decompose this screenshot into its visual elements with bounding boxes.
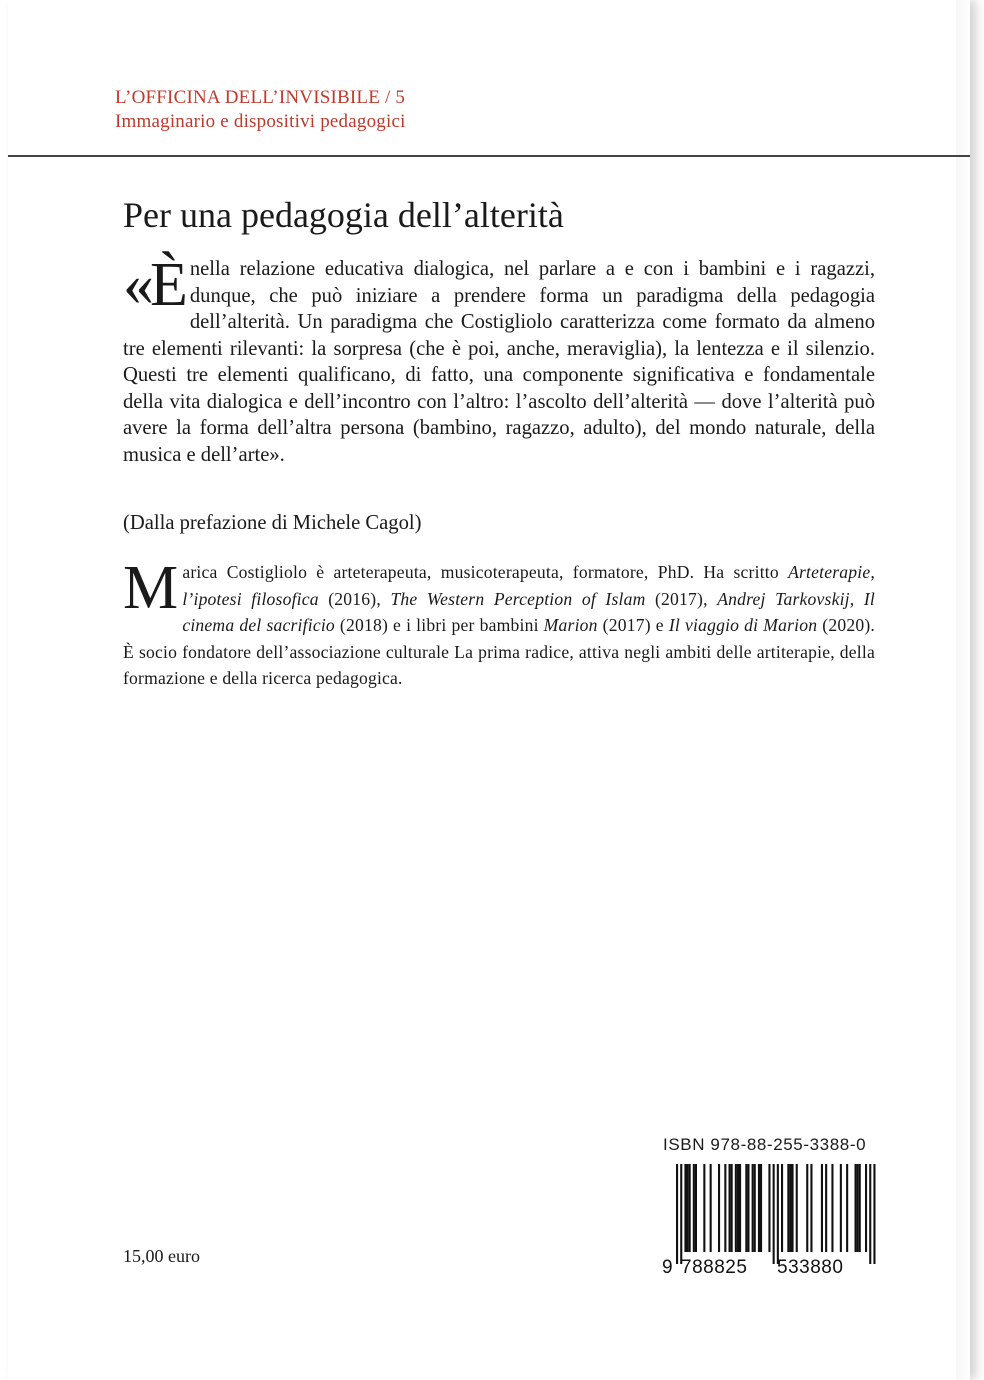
bio-text-6: (2020). È socio fondatore dell’associazione culturale La prima radice, attiva negli ambiti delle artiterapie, della formazione e della ricerca pedagogica. [123, 615, 875, 688]
author-bio [123, 554, 875, 692]
barcode-bar [689, 1164, 691, 1252]
quote-text: nella relazione educativa dialogica, nel parlare a e con i bambini e i ragazzi, dunque, che può iniziare a prendere forma un paradigma della pedagogia dell’alterità. Un paradigma che Costigliolo caratterizza come formato da almeno tre elementi rilevanti: la sorpresa (che è poi, anche, meraviglia), la lentezza e il silenzio. Questi tre elementi qualificano, di fatto, una componente significativa e fondamentale della vita dialogica e dell’incontro con l’altro: l’ascolto dell’alterità — dove l’alterità può avere la forma dell’altra persona (bambino, ragazzo, adulto), del mondo naturale, della musica e dell’arte». [123, 258, 875, 466]
bio-text-3: (2017), [645, 588, 718, 609]
barcode-bar [855, 1164, 857, 1252]
barcode-bar [840, 1164, 842, 1252]
barcode-digit-lead: 9 [662, 1257, 673, 1276]
barcode-bars [676, 1164, 876, 1264]
barcode-bar [831, 1164, 833, 1252]
barcode-bar [687, 1164, 689, 1252]
barcode-bar [693, 1164, 695, 1252]
barcode-bar [857, 1164, 859, 1252]
barcode-digits-right: 533880 [777, 1257, 844, 1276]
barcode-bar [773, 1164, 775, 1264]
barcode-bar [777, 1164, 779, 1264]
barcode-bar [810, 1164, 812, 1252]
barcode-bar [724, 1164, 726, 1252]
barcode-bar [747, 1164, 749, 1252]
barcode-bar [729, 1164, 731, 1252]
bio-drop-cap: M [123, 554, 179, 622]
barcode-bar [739, 1164, 741, 1252]
barcode-bar [781, 1164, 783, 1252]
bio-text-4: (2018) e i libri per bambini [334, 615, 544, 635]
barcode-digits-left: 788825 [681, 1257, 748, 1276]
barcode-bar [752, 1164, 754, 1252]
barcode-bar [758, 1164, 760, 1252]
quote-attribution: (Dalla prefazione di Michele Cagol) [123, 512, 422, 534]
preface-quote [123, 251, 875, 468]
barcode-bar [787, 1164, 789, 1252]
barcode-bar [768, 1164, 770, 1252]
barcode-bar [792, 1164, 794, 1252]
isbn-number: ISBN 978-88-255-3388-0 [663, 1135, 867, 1154]
bio-text-5: (2017) e [597, 615, 669, 635]
barcode-bar [846, 1164, 848, 1252]
isbn-barcode [660, 1162, 876, 1276]
barcode-bar [825, 1164, 827, 1252]
barcode-bar [703, 1164, 705, 1252]
barcode-bar [684, 1164, 686, 1252]
barcode-bar [859, 1164, 861, 1252]
series-name: L’OFFICINA DELL’INVISIBILE / 5 [115, 87, 406, 108]
barcode-graphic [660, 1162, 876, 1276]
bio-text-2: (2016), [318, 588, 391, 609]
barcode-bar [745, 1164, 747, 1252]
barcode-bar [865, 1164, 867, 1252]
barcode-bar [754, 1164, 756, 1252]
barcode-bar [735, 1164, 737, 1252]
barcode-bar [789, 1164, 791, 1252]
series-header [115, 86, 406, 134]
series-subtitle: Immaginario e dispositivi pedagogici [115, 111, 406, 132]
bio-book-1: Arteterapie, l’ipotesi filosofica [182, 562, 875, 609]
barcode-bar [869, 1164, 871, 1264]
bio-book-5: Il viaggio di Marion [668, 615, 818, 635]
header-divider [8, 155, 970, 157]
barcode-bar [806, 1164, 808, 1252]
barcode-bar [718, 1164, 720, 1252]
barcode-bar [676, 1164, 678, 1264]
price: 15,00 euro [123, 1246, 200, 1266]
bio-text-1: arica Costigliolo è arteterapeuta, musicoterapeuta, formatore, PhD. Ha scritto [182, 562, 789, 582]
barcode-bar [873, 1164, 875, 1264]
barcode-bar [796, 1164, 798, 1252]
quote-drop-cap: «È [123, 251, 184, 319]
bio-book-2: The Western Perception of Islam [390, 588, 646, 609]
barcode-bar [760, 1164, 762, 1252]
barcode-bar [731, 1164, 733, 1252]
page-edge-shadow [956, 0, 970, 1380]
bio-book-3: Andrej Tarkovskij, Il cinema del sacrificio [182, 588, 875, 635]
barcode-bar [710, 1164, 712, 1252]
bio-book-4: Marion [543, 615, 598, 635]
barcode-bar [695, 1164, 697, 1252]
barcode-bar [737, 1164, 739, 1252]
barcode-bar [821, 1164, 823, 1252]
book-blurb-title: Per una pedagogia dell’alterità [123, 195, 564, 235]
barcode-bar [680, 1164, 682, 1264]
